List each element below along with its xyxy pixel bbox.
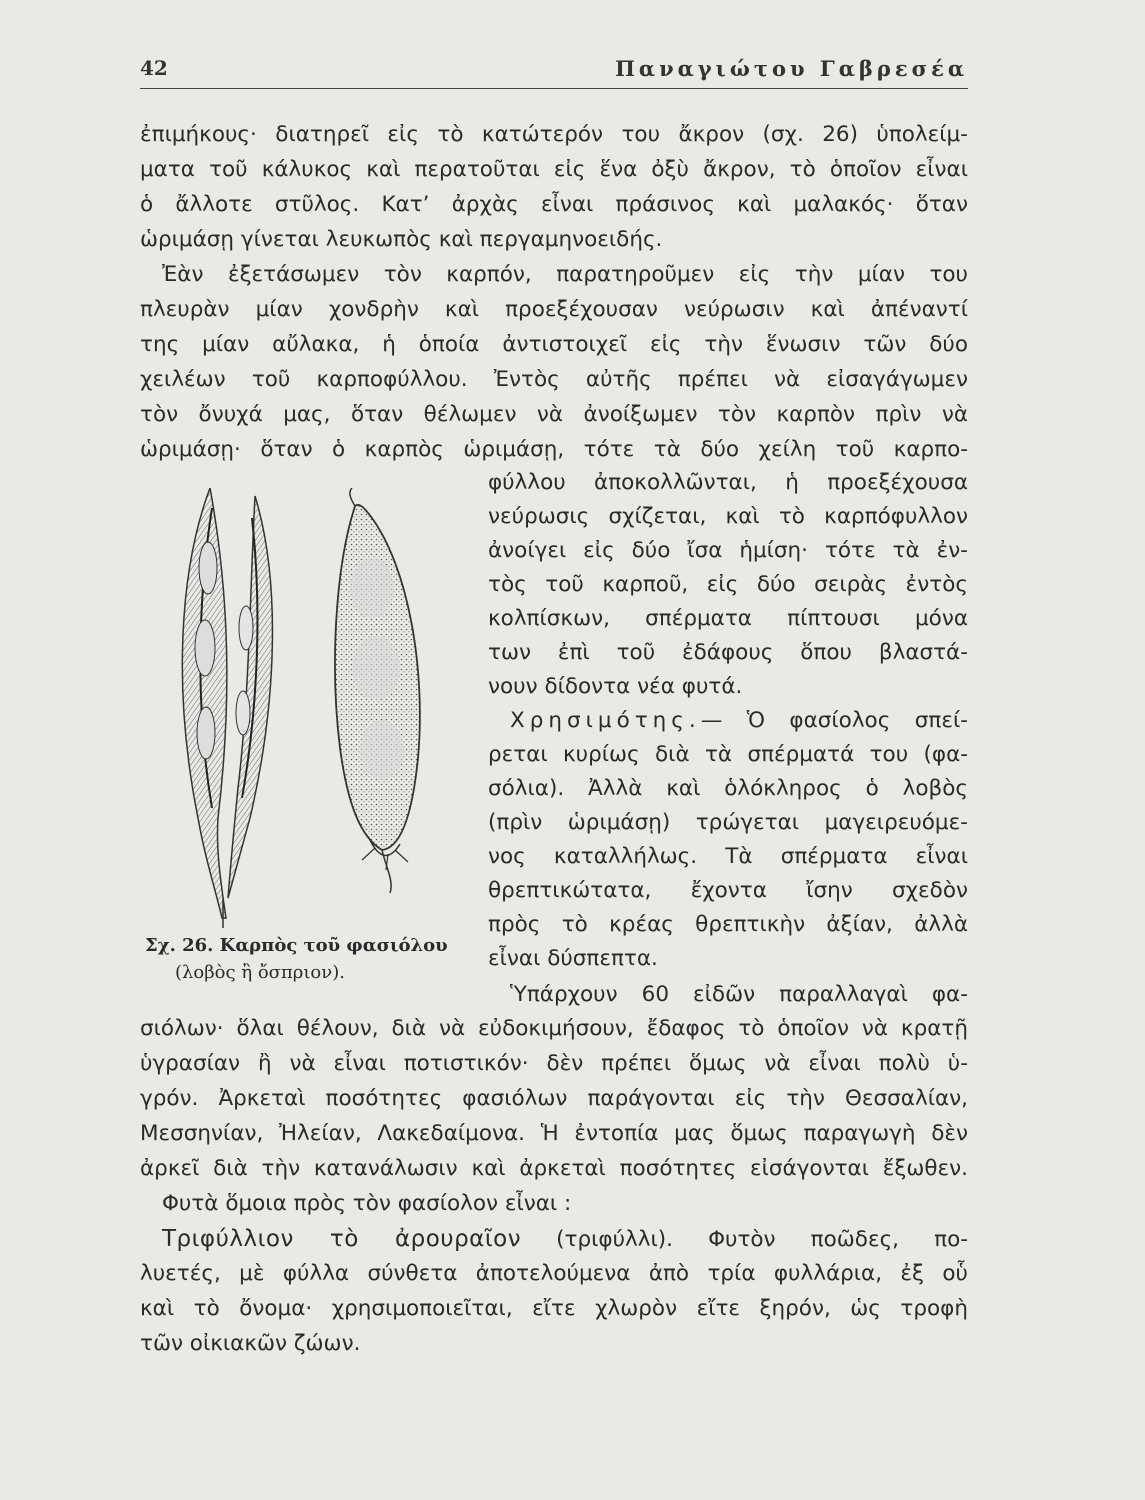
- text-line: σόλια). Ἀλλὰ καὶ ὁλόκληρος ὁ λοβὸς: [488, 776, 968, 801]
- text-line: χειλέων τοῦ καρποφύλλου. Ἐντὸς αὐτῆς πρέπει νὰ εἰσαγάγωμεν: [140, 367, 968, 392]
- text-line: θρεπτικώτατα, ἔχοντα ἴσην σχεδὸν: [488, 878, 968, 903]
- text-line: σιόλων· ὅλαι θέλουν, διὰ νὰ εὐδοκιμήσουν, ἔδαφος τὸ ὁποῖον νὰ κρατῇ: [140, 1016, 968, 1041]
- plant-term-text: (τριφύλλι). Φυτὸν ποῶδες, πο-: [521, 1227, 968, 1252]
- text-line: τὸν ὄνυχά μας, ὅταν θέλωμεν νὰ ἀνοίξωμεν τὸν καρπὸν πρὶν νὰ: [140, 402, 968, 427]
- figure-caption: Σχ. 26. Καρπὸς τοῦ φασιόλου: [145, 935, 448, 956]
- open-pod: [182, 488, 272, 928]
- text-line: ρεται κυρίως διὰ τὰ σπέρματά του (φα-: [488, 742, 968, 767]
- text-line: τῶν οἰκιακῶν ζώων.: [140, 1331, 361, 1356]
- bean-pod-illustration: [150, 488, 480, 928]
- text-line: ἐπιμήκους· διατηρεῖ εἰς τὸ κατώτερόν του ἄκρον (σχ. 26) ὑπολείμ-: [140, 122, 968, 147]
- text-line: φύλλου ἀποκολλῶνται, ἡ προεξέχουσα: [488, 470, 968, 495]
- text-line: ὡριμάσῃ γίνεται λευκωπὸς καὶ περγαμηνοειδής.: [140, 227, 663, 252]
- section-term: Χρησιμότης.: [510, 708, 701, 733]
- page-number: 42: [140, 56, 168, 80]
- text-line: νουν δίδοντα νέα φυτά.: [488, 674, 743, 699]
- page-header: [140, 56, 968, 89]
- text-line: ὑγρασίαν ἢ νὰ εἶναι ποτιστικόν· δὲν πρέπει ὅμως νὰ εἶναι πολὺ ὑ-: [140, 1051, 968, 1076]
- text-line: ἀρκεῖ διὰ τὴν κατανάλωσιν καὶ ἀρκεταὶ ποσότητες εἰσάγονται ἔξωθεν.: [140, 1156, 968, 1181]
- plant-term: Τριφύλλιον τὸ ἀρουραῖον: [162, 1226, 522, 1252]
- text-line: ὁ ἄλλοτε στῦλος. Κατ’ ἀρχὰς εἶναι πράσινος καὶ μαλακός· ὅταν: [140, 192, 968, 217]
- text-line: λυετές, μὲ φύλλα σύνθετα ἀποτελούμενα ἀπὸ τρία φυλλάρια, ἐξ οὗ: [140, 1261, 968, 1286]
- section-text: — Ὁ φασίολος σπεί-: [700, 708, 968, 733]
- term-line: [162, 1222, 968, 1257]
- closed-pod: [335, 488, 420, 893]
- text-line: τὸς τοῦ καρποῦ, εἰς δύο σειρὰς ἐντὸς: [488, 572, 968, 597]
- text-line: Μεσσηνίαν, Ἠλείαν, Λακεδαίμονα. Ἡ ἐντοπία μας ὅμως παραγωγὴ δὲν: [140, 1121, 968, 1146]
- text-line: των ἐπὶ τοῦ ἐδάφους ὅπου βλαστά-: [488, 640, 968, 665]
- text-line: πρὸς τὸ κρέας θρεπτικὴν ἀξίαν, ἀλλὰ: [488, 912, 968, 937]
- text-line: εἶναι δύσπεπτα.: [488, 946, 658, 971]
- text-line: Φυτὰ ὅμοια πρὸς τὸν φασίολον εἶναι :: [162, 1191, 572, 1216]
- text-line: ἀνοίγει εἰς δύο ἴσα ἡμίση· τότε τὰ ἐν-: [488, 538, 968, 563]
- text-line: ματα τοῦ κάλυκος καὶ περατοῦται εἰς ἕνα ὀξὺ ἄκρον, τὸ ὁποῖον εἶναι: [140, 157, 968, 182]
- text-line: Ἐὰν ἐξετάσωμεν τὸν καρπόν, παρατηροῦμεν εἰς τὴν μίαν του: [162, 262, 968, 287]
- running-head: Παναγιώτου Γαβρεσέα: [615, 56, 968, 81]
- text-line: ὡριμάσῃ· ὅταν ὁ καρπὸς ὡριμάσῃ, τότε τὰ δύο χείλη τοῦ καρπο-: [140, 437, 968, 462]
- text-line: νος καταλλήλως. Τὰ σπέρματα εἶναι: [488, 844, 968, 869]
- figure-caption-subtitle: (λοβὸς ἢ ὄσπριον).: [175, 962, 345, 983]
- text-line: γρόν. Ἀρκεταὶ ποσότητες φασιόλων παράγονται εἰς τὴν Θεσσαλίαν,: [140, 1086, 968, 1111]
- text-line: νεύρωσις σχίζεται, καὶ τὸ καρπόφυλλον: [488, 504, 968, 529]
- text-line: (πρὶν ὡριμάσῃ) τρώγεται μαγειρευόμε-: [488, 810, 968, 835]
- text-line: κολπίσκων, σπέρματα πίπτουσι μόνα: [488, 606, 968, 631]
- section-line: [510, 704, 968, 738]
- text-line: Ὑπάρχουν 60 εἰδῶν παραλλαγαὶ φα-: [510, 982, 968, 1007]
- text-line: πλευρὰν μίαν χονδρὴν καὶ προεξέχουσαν νεύρωσιν καὶ ἀπέναντί: [140, 297, 968, 322]
- text-line: καὶ τὸ ὄνομα· χρησιμοποιεῖται, εἴτε χλωρὸν εἴτε ξηρόν, ὡς τροφὴ: [140, 1296, 968, 1321]
- text-line: της μίαν αὔλακα, ἡ ὁποία ἀντιστοιχεῖ εἰς τὴν ἕνωσιν τῶν δύο: [140, 332, 968, 357]
